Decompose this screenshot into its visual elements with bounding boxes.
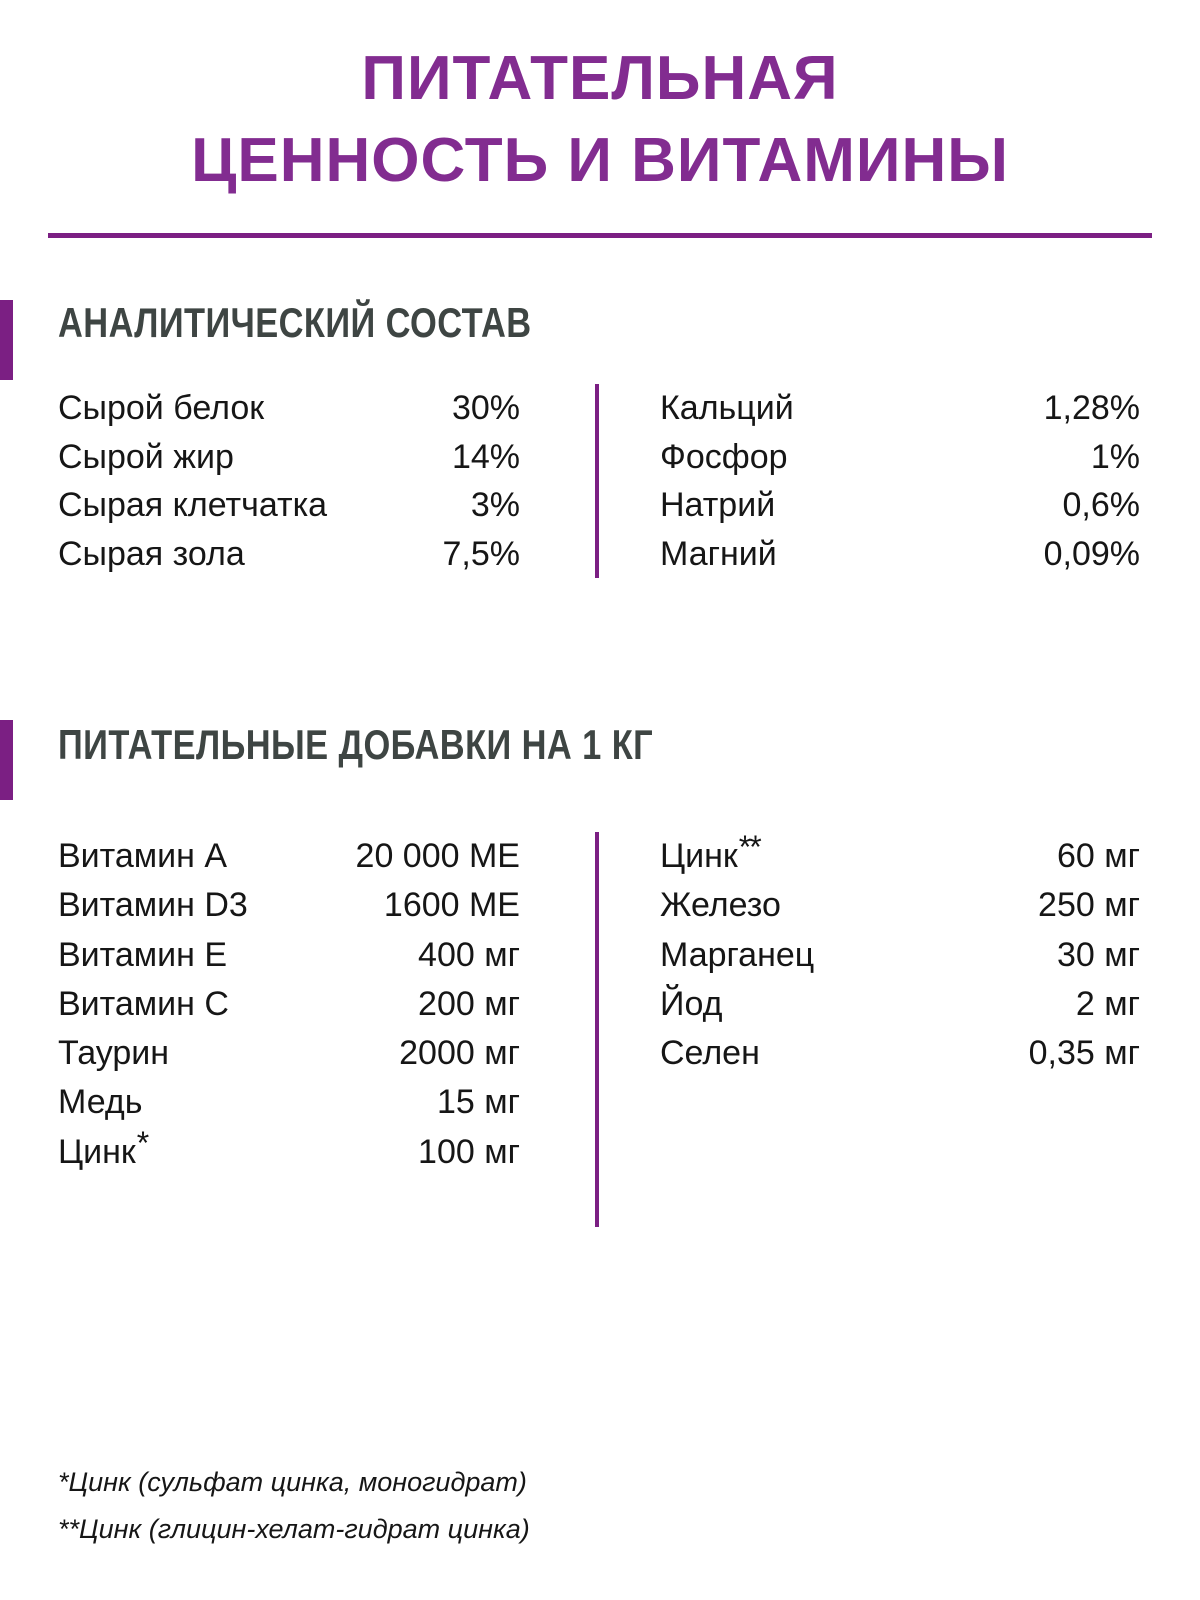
section-accent-bar-additives [0, 720, 13, 800]
nutrient-label: Витамин C [58, 984, 229, 1023]
nutrient-value: 1600 МЕ [383, 886, 520, 925]
nutrient-value: 100 мг [418, 1132, 520, 1171]
table-row [58, 931, 520, 980]
nutrient-value: 20 000 МЕ [355, 837, 520, 875]
analytical-composition-table [58, 384, 1140, 578]
nutrient-value: 3% [470, 486, 520, 524]
section-heading-additives: ПИТАТЕЛЬНЫЕ ДОБАВКИ НА 1 КГ [58, 721, 654, 768]
table-right-column [660, 384, 1140, 578]
table-row [660, 481, 1140, 530]
nutrient-label: Сырой белок [58, 389, 265, 427]
nutrient-value: 2000 мг [399, 1034, 520, 1073]
footnote-marker: ** [738, 829, 760, 865]
nutrient-label: Фосфор [660, 437, 788, 476]
nutrient-value: 250 мг [1038, 886, 1140, 925]
nutrient-label: Витамин D3 [58, 886, 248, 925]
table-row [58, 1078, 520, 1127]
nutrient-value: 7,5% [442, 534, 520, 573]
table-row [58, 433, 520, 482]
page-title-line-2: ЦЕННОСТЬ И ВИТАМИНЫ [191, 126, 1009, 195]
nutrient-label: Марганец [660, 935, 815, 974]
column-divider [595, 384, 599, 578]
nutrient-value: 0,09% [1043, 534, 1140, 573]
table-row [660, 829, 1140, 881]
table-row [58, 832, 520, 881]
table-row [660, 980, 1140, 1029]
nutrient-value: 0,35 мг [1028, 1034, 1140, 1073]
nutrient-label: Цинк** [660, 832, 760, 881]
nutrient-value: 15 мг [436, 1083, 520, 1122]
nutrient-value: 30% [451, 389, 520, 427]
table-row [58, 384, 520, 433]
nutrient-label: Таурин [58, 1034, 170, 1073]
table-row [58, 1124, 520, 1177]
nutrient-value: 200 мг [418, 984, 520, 1023]
nutrient-label: Кальций [660, 389, 794, 427]
page-title-line-1: ПИТАТЕЛЬНАЯ [361, 44, 839, 113]
nutrient-value: 400 мг [418, 935, 520, 974]
table-row [58, 881, 520, 930]
nutrient-value: 60 мг [1056, 837, 1140, 875]
page-title [0, 38, 1200, 202]
nutrient-value: 1% [1090, 437, 1140, 476]
nutrient-label: Железо [660, 886, 781, 925]
table-left-column [58, 832, 520, 1177]
nutrient-label: Сырая зола [58, 534, 245, 573]
table-right-column [660, 829, 1140, 1177]
table-row [660, 530, 1140, 579]
nutrient-value: 0,6% [1062, 486, 1140, 524]
table-row [58, 530, 520, 579]
table-row [58, 980, 520, 1029]
nutrient-value: 30 мг [1056, 935, 1140, 974]
nutrient-value: 14% [451, 437, 520, 476]
nutrient-label: Магний [660, 534, 777, 573]
nutrient-label: Витамин A [58, 837, 228, 875]
table-row [58, 1029, 520, 1078]
table-row [660, 931, 1140, 980]
nutrient-label: Натрий [660, 486, 776, 524]
section-accent-bar-analytical [0, 300, 13, 380]
nutrient-value: 1,28% [1043, 389, 1140, 427]
footnote-zinc-sulfate: *Цинк (сульфат цинка, моногидрат) [58, 1467, 527, 1497]
additives-table [58, 829, 1140, 1177]
title-divider-rule [48, 233, 1152, 238]
table-row [660, 1029, 1140, 1078]
column-divider [595, 832, 599, 1227]
nutrient-label: Витамин E [58, 935, 228, 974]
table-row [660, 433, 1140, 482]
nutrient-label: Селен [660, 1034, 760, 1073]
section-heading-analytical: АНАЛИТИЧЕСКИЙ СОСТАВ [58, 299, 532, 346]
footnotes [58, 1464, 530, 1558]
nutrient-label: Йод [660, 984, 723, 1023]
nutrient-label: Медь [58, 1083, 143, 1122]
table-row [660, 384, 1140, 433]
nutrient-value: 2 мг [1075, 984, 1140, 1023]
nutrient-label: Сырая клетчатка [58, 486, 328, 524]
nutrient-label: Цинк* [58, 1128, 147, 1177]
table-row [58, 481, 520, 530]
footnote-marker: * [136, 1124, 148, 1161]
nutrient-label: Сырой жир [58, 437, 234, 476]
footnote-zinc-chelate: **Цинк (глицин-хелат-гидрат цинка) [58, 1514, 530, 1544]
table-left-column [58, 384, 520, 578]
table-row [660, 881, 1140, 930]
